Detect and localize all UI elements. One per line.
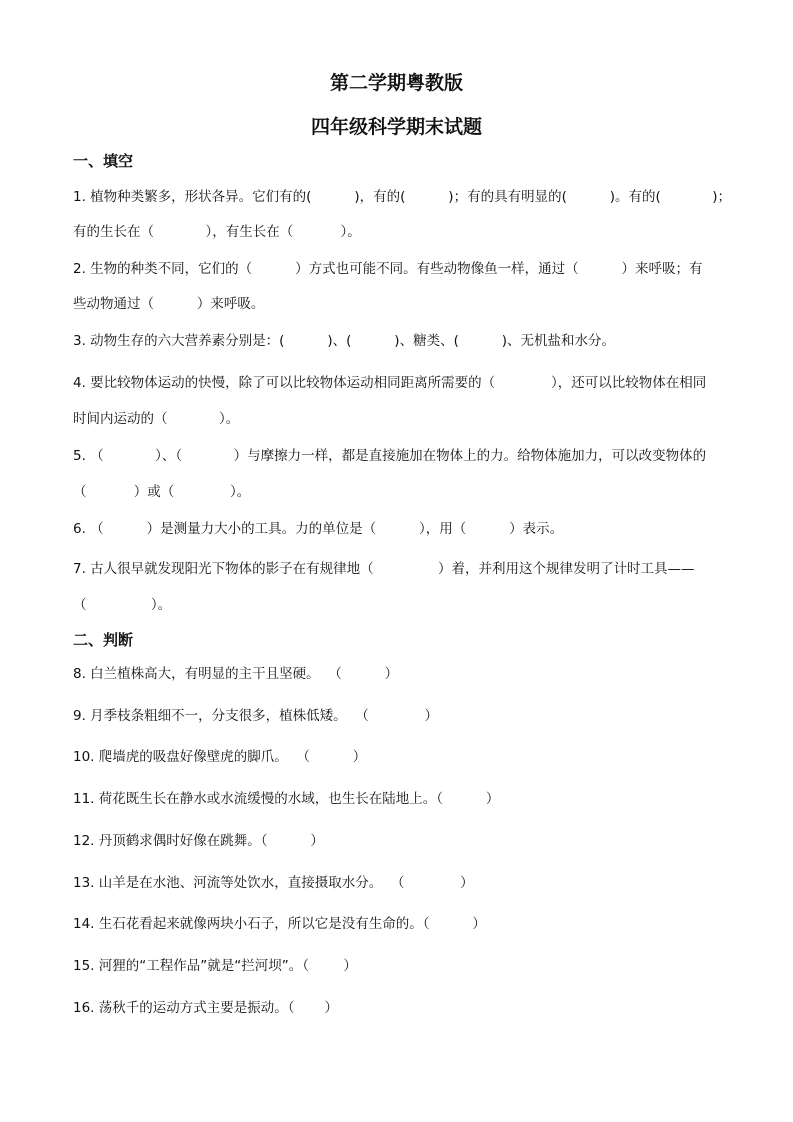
judge-line: 12. 丹顶鹤求偶时好像在跳舞。（ ） [73,833,324,849]
judge-line: 13. 山羊是在水池、河流等处饮水，直接摄取水分。 （ ） [73,875,474,891]
document-title: 第二学期粤教版 [329,72,463,94]
question-line: 1. 植物种类繁多，形状各异。它们有的( )，有的( )；有的具有明显的( )。有的( )； [73,189,732,205]
question-line: 4. 要比较物体运动的快慢，除了可以比较物体运动相同距离所需要的（ ），还可以比较物体在相同 [73,375,707,391]
question-line: （ ）或（ ）。 [73,484,251,500]
judge-line: 8. 白兰植株高大，有明显的主干且坚硬。 （ ） [73,666,399,682]
question-line: （ ）。 [73,597,172,613]
judge-line: 10. 爬墙虎的吸盘好像壁虎的脚爪。 （ ） [73,749,367,765]
question-line: 时间内运动的（ ）。 [73,411,240,427]
question-line: 有的生长在（ ），有生长在（ ）。 [73,224,361,240]
section-heading-fill: 一、填空 [73,152,134,170]
judge-line: 11. 荷花既生长在静水或水流缓慢的水域，也生长在陆地上。（ ） [73,791,500,807]
document-subtitle: 四年级科学期末试题 [310,116,482,138]
question-line: 些动物通过（ ）来呼吸。 [73,296,265,312]
question-line: 6. （ ）是测量力大小的工具。力的单位是（ ），用（ ）表示。 [73,521,564,537]
section-heading-judge: 二、判断 [73,631,134,649]
judge-line: 16. 荡秋千的运动方式主要是振动。（ ） [73,1000,339,1016]
judge-line: 9. 月季枝条粗细不一，分支很多，植株低矮。 （ ） [73,708,439,724]
question-line: 7. 古人很早就发现阳光下物体的影子在有规律地（ ）着，并利用这个规律发明了计时工具—— [73,561,695,577]
question-line: 5. （ ）、（ ）与摩擦力一样，都是直接施加在物体上的力。给物体施加力，可以改变物体的 [73,448,707,464]
judge-line: 15. 河狸的“工程作品”就是“拦河坝”。（ ） [73,958,357,974]
judge-line: 14. 生石花看起来就像两块小石子，所以它是没有生命的。（ ） [73,916,486,932]
question-line: 2. 生物的种类不同，它们的（ ）方式也可能不同。有些动物像鱼一样，通过（ ）来呼吸；有 [73,261,703,277]
question-line: 3. 动物生存的六大营养素分别是：( )、( )、糖类、( )、无机盐和水分。 [73,333,616,349]
